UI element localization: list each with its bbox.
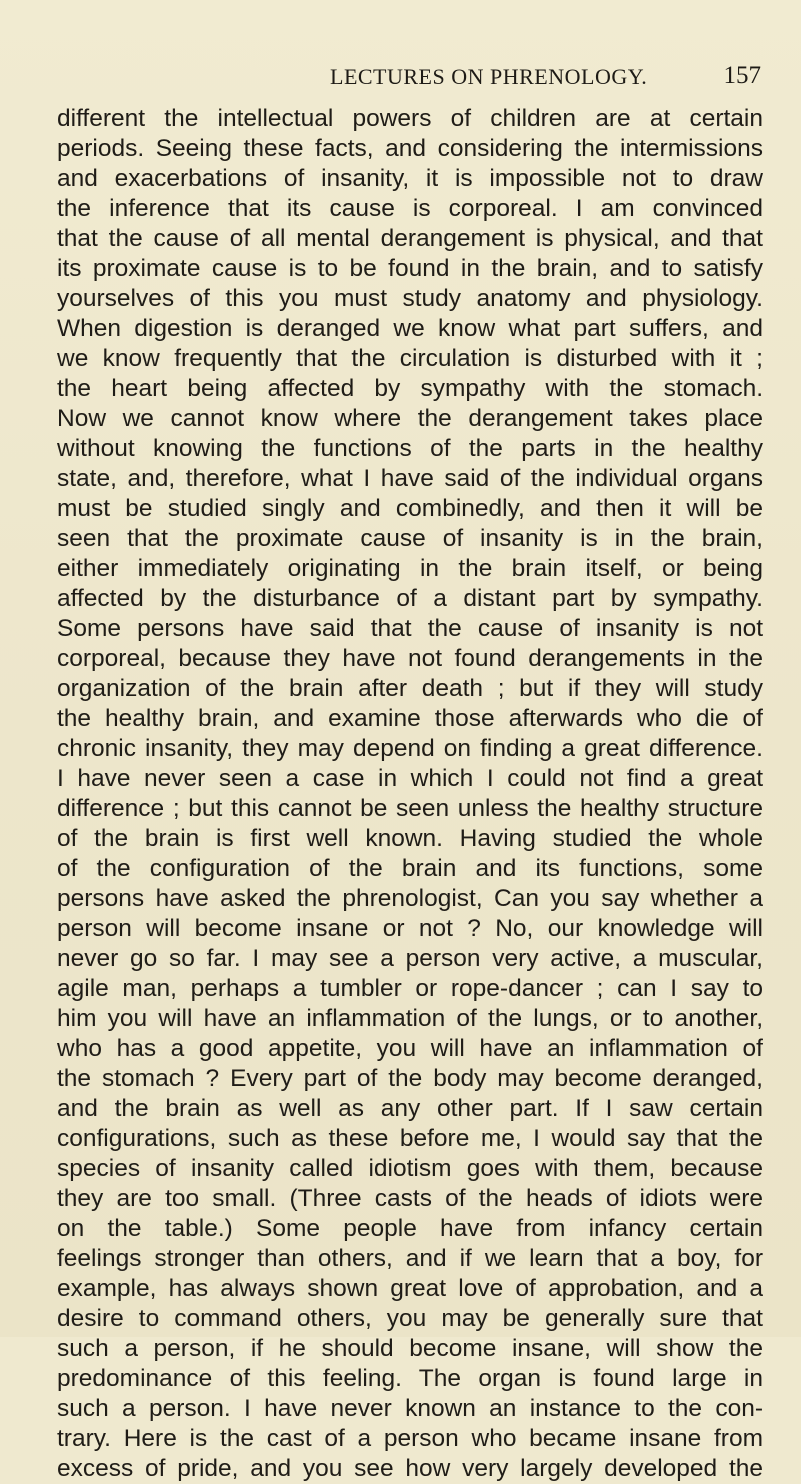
text-line: affected by the disturbance of a distant part by sympathy. (57, 585, 763, 612)
text-line: trary. Here is the cast of a person who became insane from (57, 1425, 763, 1452)
page-header (0, 64, 801, 100)
text-line: chronic insanity, they may depend on finding a great difference. (57, 735, 763, 762)
text-line: we know frequently that the circulation is disturbed with it ; (57, 345, 763, 372)
text-line: configurations, such as these before me, I would say that the (57, 1125, 763, 1152)
text-line: different the intellectual powers of children are at certain (57, 105, 763, 132)
text-line: that the cause of all mental derangement is physical, and that (57, 225, 763, 252)
text-line: When digestion is deranged we know what part suffers, and (57, 315, 763, 342)
text-line: yourselves of this you must study anatomy and physiology. (57, 285, 763, 312)
page-number: 157 (723, 62, 761, 89)
text-line: difference ; but this cannot be seen unless the healthy structure (57, 795, 763, 822)
text-line: on the table.) Some people have from infancy certain (57, 1215, 763, 1242)
text-line: seen that the proximate cause of insanity is in the brain, (57, 525, 763, 552)
text-line: without knowing the functions of the parts in the healthy (57, 435, 763, 462)
text-line: desire to command others, you may be generally sure that (57, 1305, 763, 1332)
running-head: LECTURES ON PHRENOLOGY. (330, 64, 648, 89)
text-line: they are too small. (Three casts of the heads of idiots were (57, 1185, 763, 1212)
text-line: periods. Seeing these facts, and considering the intermissions (57, 135, 763, 162)
text-line: corporeal, because they have not found derangements in the (57, 645, 763, 672)
body-text (57, 104, 763, 1484)
text-line: example, has always shown great love of approbation, and a (57, 1275, 763, 1302)
text-line: the inference that its cause is corporeal. I am convinced (57, 195, 763, 222)
text-line: excess of pride, and you see how very largely developed the (57, 1455, 763, 1482)
text-line: agile man, perhaps a tumbler or rope-dancer ; can I say to (57, 975, 763, 1002)
text-line: state, and, therefore, what I have said of the individual organs (57, 465, 763, 492)
text-line: its proximate cause is to be found in the brain, and to satisfy (57, 255, 763, 282)
text-line: must be studied singly and combinedly, and then it will be (57, 495, 763, 522)
text-line: such a person. I have never known an instance to the con- (57, 1395, 763, 1422)
text-line: Now we cannot know where the derangement takes place (57, 405, 763, 432)
text-line: him you will have an inflammation of the lungs, or to another, (57, 1005, 763, 1032)
text-line: either immediately originating in the brain itself, or being (57, 555, 763, 582)
text-line: and exacerbations of insanity, it is impossible not to draw (57, 165, 763, 192)
text-line: of the configuration of the brain and its functions, some (57, 855, 763, 882)
text-line: such a person, if he should become insane, will show the (57, 1335, 763, 1362)
text-line: and the brain as well as any other part. If I saw certain (57, 1095, 763, 1122)
text-line: of the brain is first well known. Having studied the whole (57, 825, 763, 852)
text-line: Some persons have said that the cause of insanity is not (57, 615, 763, 642)
text-line: person will become insane or not ? No, our knowledge will (57, 915, 763, 942)
text-line: persons have asked the phrenologist, Can you say whether a (57, 885, 763, 912)
text-line: I have never seen a case in which I could not find a great (57, 765, 763, 792)
text-line: predominance of this feeling. The organ is found large in (57, 1365, 763, 1392)
text-line: the stomach ? Every part of the body may become deranged, (57, 1065, 763, 1092)
text-line: feelings stronger than others, and if we learn that a boy, for (57, 1245, 763, 1272)
text-line: the heart being affected by sympathy with the stomach. (57, 375, 763, 402)
text-line: who has a good appetite, you will have an inflammation of (57, 1035, 763, 1062)
text-line: organization of the brain after death ; but if they will study (57, 675, 763, 702)
text-line: the healthy brain, and examine those afterwards who die of (57, 705, 763, 732)
text-line: never go so far. I may see a person very active, a muscular, (57, 945, 763, 972)
text-line: species of insanity called idiotism goes with them, because (57, 1155, 763, 1182)
